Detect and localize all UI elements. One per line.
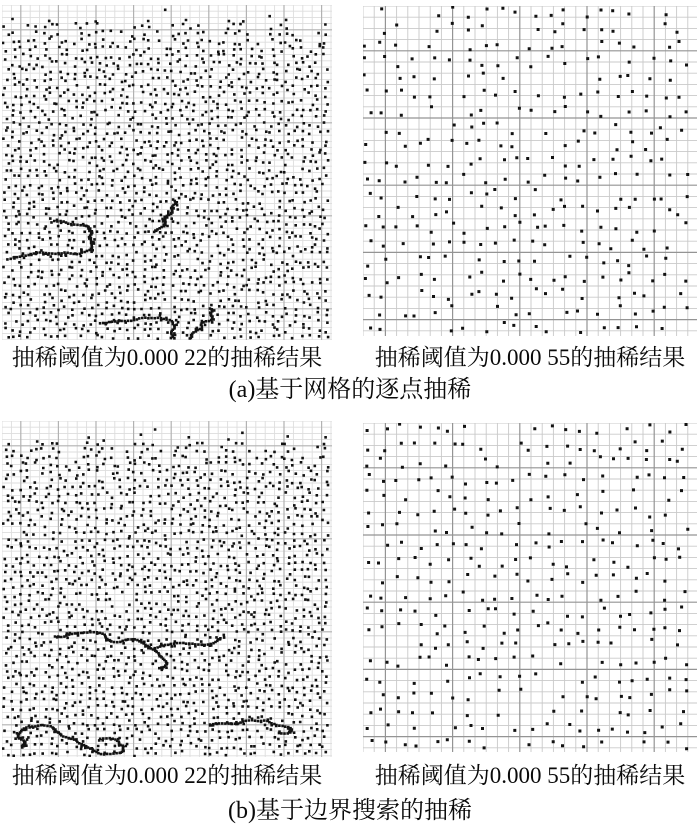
caption-b-right: 抽稀阈值为0.000 55的抽稀结果 (374, 763, 686, 788)
sublabel-a: (a)基于网格的逐点抽稀 (228, 377, 472, 403)
scatter-panel-dense-b (2, 421, 332, 757)
caption-a-right: 抽稀阈值为0.000 55的抽稀结果 (374, 345, 686, 370)
caption-a-left: 抽稀阈值为0.000 22的抽稀结果 (11, 345, 323, 370)
scatter-panel-sparse-b (363, 423, 697, 752)
sublabel-b: (b)基于边界搜索的抽稀 (228, 798, 472, 824)
scatter-panel-dense-a (2, 5, 332, 340)
caption-b-left: 抽稀阈值为0.000 22的抽稀结果 (11, 763, 323, 788)
scatter-panel-sparse-a (363, 6, 697, 336)
